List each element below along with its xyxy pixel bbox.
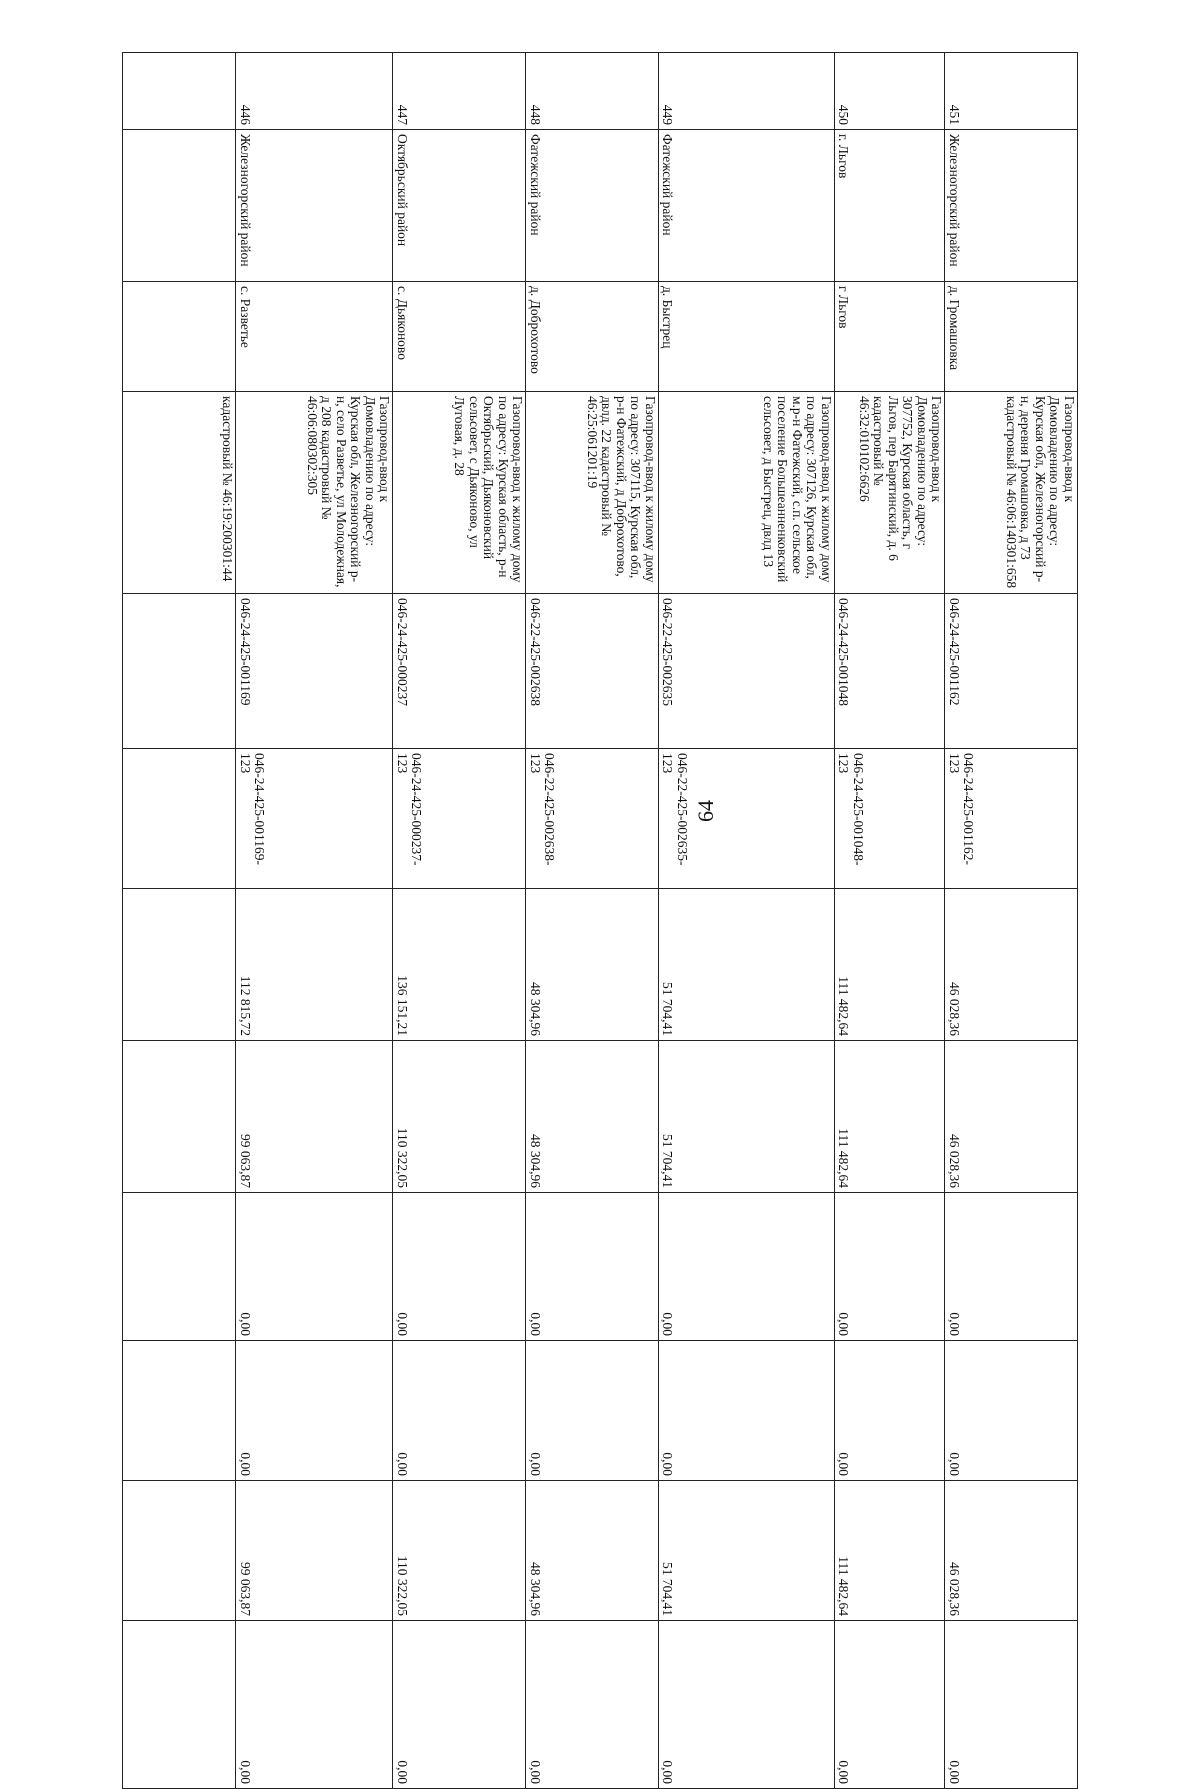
empty-cell: [123, 889, 236, 1041]
value-cell: 0,00: [658, 1341, 834, 1481]
value-cell: 0,00: [393, 1341, 526, 1481]
row-number-cell: 447: [393, 53, 526, 130]
table-row: [658, 53, 834, 1789]
district-cell: Фатежский район: [658, 130, 834, 282]
value-cell: 51 704,41: [658, 1481, 834, 1621]
value-cell: 0,00: [236, 1621, 393, 1789]
rotated-table-wrapper: [122, 52, 1078, 1784]
value-cell: 0,00: [945, 1193, 1078, 1341]
initial-cost-cell: 136 151,21: [393, 889, 526, 1041]
inventory-code-cell: 046-24-425-001162: [945, 594, 1078, 749]
object-code-cell: 046-22-425-002638-123: [526, 749, 659, 889]
value-cell: 111 482,64: [834, 1481, 945, 1621]
district-cell: Октябрьский район: [393, 130, 526, 282]
settlement-cell: с. Дьяконово: [393, 282, 526, 392]
row-number-cell: 451: [945, 53, 1078, 130]
inventory-code-cell: 046-24-425-000237: [393, 594, 526, 749]
settlement-cell: д. Доброхотово: [526, 282, 659, 392]
object-code-cell: 046-24-425-001048-123: [834, 749, 945, 889]
residual-cost-cell: 110 322,05: [393, 1041, 526, 1193]
empty-cell: [123, 1041, 236, 1193]
value-cell: 0,00: [945, 1341, 1078, 1481]
residual-cost-cell: 111 482,64: [834, 1041, 945, 1193]
empty-cell: [123, 1193, 236, 1341]
empty-cell: [123, 1481, 236, 1621]
table-row: [834, 53, 945, 1789]
object-description-cell: Газопровод-ввод к Домовладению по адресу: Курская обл, Железногорский р-н, село Разветье, ул Молодежная, д 208 кадастровый № 46:06:080302:305: [236, 392, 393, 594]
residual-cost-cell: 99 063,87: [236, 1041, 393, 1193]
district-cell: г. Льгов: [834, 130, 945, 282]
settlement-cell: с. Разветье: [236, 282, 393, 392]
value-cell: 0,00: [526, 1341, 659, 1481]
initial-cost-cell: 46 028,36: [945, 889, 1078, 1041]
value-cell: 0,00: [834, 1621, 945, 1789]
value-cell: 0,00: [658, 1193, 834, 1341]
page-number: 64: [693, 800, 718, 822]
continued-description-cell: кадастровый № 46:19:200301:44: [123, 392, 236, 594]
residual-cost-cell: 51 704,41: [658, 1041, 834, 1193]
row-number-cell: 448: [526, 53, 659, 130]
residual-cost-cell: 46 028,36: [945, 1041, 1078, 1193]
initial-cost-cell: 48 304,96: [526, 889, 659, 1041]
value-cell: 48 304,96: [526, 1481, 659, 1621]
value-cell: 0,00: [236, 1193, 393, 1341]
settlement-cell: г Льгов: [834, 282, 945, 392]
object-description-cell: Газопровод-ввод к Домовладению по адресу: Курская обл, Железногорский р-н, деревня Громашовка, д 73 кадастровый № 46:06:140301:658: [945, 392, 1078, 594]
initial-cost-cell: 112 815,72: [236, 889, 393, 1041]
district-cell: Железногорский район: [945, 130, 1078, 282]
value-cell: 0,00: [834, 1341, 945, 1481]
value-cell: 99 063,87: [236, 1481, 393, 1621]
value-cell: 0,00: [393, 1193, 526, 1341]
continuation-row: [123, 53, 236, 1789]
residual-cost-cell: 48 304,96: [526, 1041, 659, 1193]
object-description-cell: Газопровод-ввод к жилому дому по адресу: 307126, Курская обл, м.р-н Фатежский, с.п. сельское поселение Большеанненковский сельсовет, д Быстрец, двлд 13: [658, 392, 834, 594]
district-cell: Железногорский район: [236, 130, 393, 282]
row-number-cell: 446: [236, 53, 393, 130]
value-cell: 0,00: [393, 1621, 526, 1789]
empty-cell: [123, 594, 236, 749]
register-table: [122, 52, 1078, 1789]
value-cell: 110 322,05: [393, 1481, 526, 1621]
object-code-cell: 046-24-425-000237-123: [393, 749, 526, 889]
object-description-cell: Газопровод-ввод к Домовладению по адресу: 307752, Курская область, г Льгов, пер Барятинский, д. 6 кадастровый № 46:32:010102:6626: [834, 392, 945, 594]
value-cell: 0,00: [236, 1341, 393, 1481]
empty-cell: [123, 1621, 236, 1789]
object-code-cell: 046-24-425-001169-123: [236, 749, 393, 889]
object-code-cell: 046-22-425-002635-123: [658, 749, 834, 889]
empty-cell: [123, 749, 236, 889]
table-row: [526, 53, 659, 1789]
table-row: [393, 53, 526, 1789]
value-cell: 0,00: [945, 1621, 1078, 1789]
settlement-cell: д. Громашовка: [945, 282, 1078, 392]
value-cell: 0,00: [658, 1621, 834, 1789]
initial-cost-cell: 51 704,41: [658, 889, 834, 1041]
settlement-cell: д. Быстрец: [658, 282, 834, 392]
value-cell: 0,00: [834, 1193, 945, 1341]
inventory-code-cell: 046-24-425-001048: [834, 594, 945, 749]
district-cell: Фатежский район: [526, 130, 659, 282]
object-code-cell: 046-24-425-001162-123: [945, 749, 1078, 889]
inventory-code-cell: 046-22-425-002635: [658, 594, 834, 749]
empty-cell: [123, 282, 236, 392]
value-cell: 0,00: [526, 1193, 659, 1341]
inventory-code-cell: 046-22-425-002638: [526, 594, 659, 749]
table-row: [236, 53, 393, 1789]
object-description-cell: Газопровод-ввод к жилому дому по адресу: Курская область, р-н Октябрьский, Дьяконовский сельсовет, с Дьяконово, ул Луговая, д. 28: [393, 392, 526, 594]
row-number-cell: 450: [834, 53, 945, 130]
object-description-cell: Газопровод-ввод к жилому дому по адресу: 307115, Курская обл, р-н Фатежский, д Доброхотово, двлд. 22 кадастровый № 46:25:061201:19: [526, 392, 659, 594]
empty-cell: [123, 53, 236, 130]
value-cell: 46 028,36: [945, 1481, 1078, 1621]
empty-cell: [123, 130, 236, 282]
value-cell: 0,00: [526, 1621, 659, 1789]
inventory-code-cell: 046-24-425-001169: [236, 594, 393, 749]
row-number-cell: 449: [658, 53, 834, 130]
empty-cell: [123, 1341, 236, 1481]
table-row: [945, 53, 1078, 1789]
initial-cost-cell: 111 482,64: [834, 889, 945, 1041]
